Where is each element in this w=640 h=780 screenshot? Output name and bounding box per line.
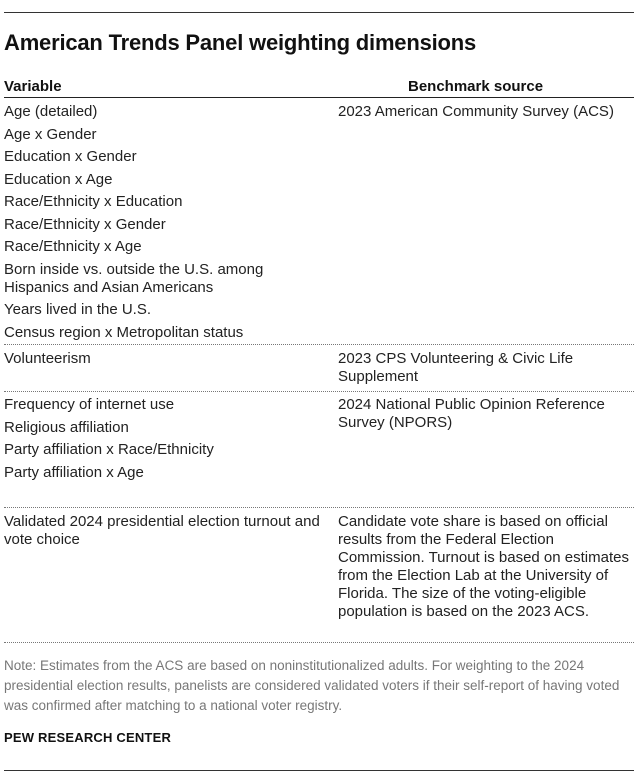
variable-item: Education x Gender: [4, 148, 137, 165]
benchmark-source: 2023 CPS Volunteering & Civic Life Supplement: [338, 350, 574, 385]
variable-item: Party affiliation x Race/Ethnicity: [4, 441, 214, 458]
variable-item: Race/Ethnicity x Age: [4, 238, 142, 255]
header-divider: [4, 97, 634, 98]
variable-list: [4, 103, 324, 346]
row-divider: [4, 642, 634, 643]
variable-item: Race/Ethnicity x Gender: [4, 215, 166, 233]
variable-item: Age (detailed): [4, 103, 98, 120]
variable-list: [4, 396, 324, 486]
benchmark-source: 2024 National Public Opinion Reference Survey (NPORS): [338, 396, 605, 431]
variable-list: [4, 513, 324, 554]
variable-list: [4, 350, 324, 373]
variable-item: Born inside vs. outside the U.S. among Hispanics and Asian Americans: [4, 260, 264, 296]
variable-item: Census region x Metropolitan status: [4, 323, 244, 341]
benchmark-source: Candidate vote share is based on official results from the Federal Election Commission. Turnout is based on estimates from the Election Lab at the University of Florida. The size of the voting-eligible population is based on the 2023 ACS.: [338, 513, 629, 620]
row-divider: [4, 391, 634, 392]
variable-item: Volunteerism: [4, 350, 91, 367]
variable-item: Age x Gender: [4, 125, 97, 143]
column-header-source: Benchmark source: [408, 78, 544, 95]
row-divider: [4, 507, 634, 508]
column-header-variable: Variable: [4, 78, 62, 95]
variable-item: Years lived in the U.S.: [4, 301, 152, 318]
benchmark-source: 2023 American Community Survey (ACS): [338, 103, 614, 120]
variable-item: Race/Ethnicity x Education: [4, 193, 183, 210]
footnote: Note: Estimates from the ACS are based on noninstitutionalized adults. For weighting to the 2024 presidential election results, panelists are considered validated voters if their self-report of having voted was confirmed after matching to a national voter registry.: [4, 658, 620, 713]
top-rule: [4, 12, 634, 13]
bottom-rule: [4, 770, 634, 771]
variable-item: Validated 2024 presidential election turnout and vote choice: [4, 513, 320, 548]
variable-item: Religious affiliation: [4, 418, 129, 436]
variable-item: Frequency of internet use: [4, 396, 175, 413]
variable-item: Party affiliation x Age: [4, 463, 144, 481]
row-divider: [4, 344, 634, 345]
variable-item: Education x Age: [4, 170, 113, 188]
source-credit: PEW RESEARCH CENTER: [4, 730, 172, 745]
page-title: American Trends Panel weighting dimensions: [4, 30, 477, 55]
